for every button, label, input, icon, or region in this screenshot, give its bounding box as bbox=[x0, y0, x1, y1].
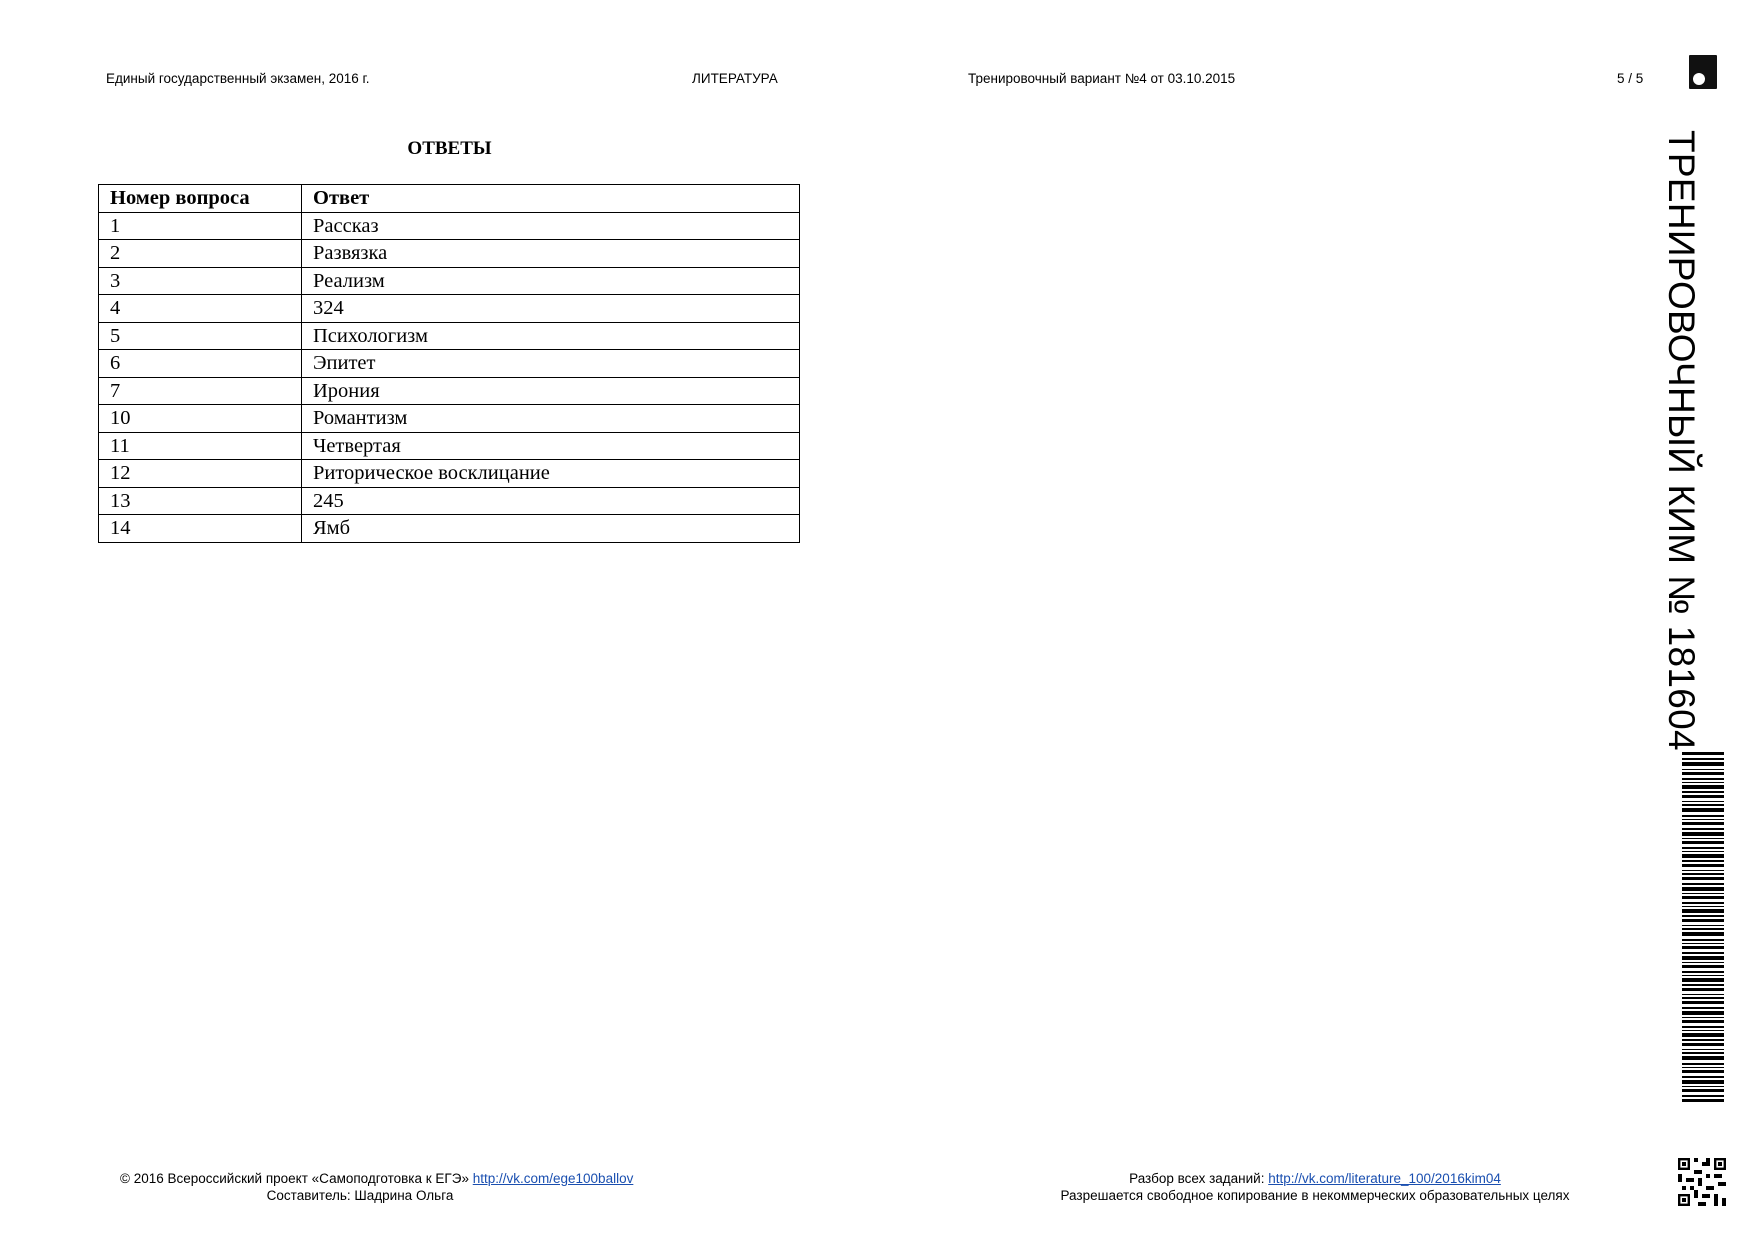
logo-icon bbox=[1689, 55, 1717, 89]
answer-cell: Романтизм bbox=[302, 405, 800, 433]
column-header-question: Номер вопроса bbox=[99, 185, 302, 213]
answer-cell: Ирония bbox=[302, 377, 800, 405]
table-row bbox=[99, 295, 800, 323]
column-header-answer: Ответ bbox=[302, 185, 800, 213]
answer-cell: Четвертая bbox=[302, 432, 800, 460]
header-variant: Тренировочный вариант №4 от 03.10.2015 bbox=[968, 71, 1236, 86]
header-exam: Единый государственный экзамен, 2016 г. bbox=[106, 71, 370, 86]
answers-table-body bbox=[99, 212, 800, 542]
question-number-cell: 12 bbox=[99, 460, 302, 488]
question-number-cell: 11 bbox=[99, 432, 302, 460]
table-row bbox=[99, 240, 800, 268]
table-row bbox=[99, 267, 800, 295]
table-row bbox=[99, 487, 800, 515]
question-number-cell: 3 bbox=[99, 267, 302, 295]
question-number-cell: 2 bbox=[99, 240, 302, 268]
footer-analysis-line bbox=[1000, 1170, 1630, 1187]
question-number-cell: 6 bbox=[99, 350, 302, 378]
question-number-cell: 7 bbox=[99, 377, 302, 405]
footer-left bbox=[120, 1170, 634, 1204]
footer-copyright: © 2016 Всероссийский проект «Самоподготовка к ЕГЭ» bbox=[120, 1171, 469, 1186]
answer-cell: Риторическое восклицание bbox=[302, 460, 800, 488]
answer-cell: Ямб bbox=[302, 515, 800, 543]
answer-cell: Развязка bbox=[302, 240, 800, 268]
table-row bbox=[99, 350, 800, 378]
question-number-cell: 1 bbox=[99, 212, 302, 240]
footer-link-analysis[interactable]: http://vk.com/literature_100/2016kim04 bbox=[1268, 1171, 1501, 1186]
table-row bbox=[99, 377, 800, 405]
side-kim-title: ТРЕНИРОВОЧНЫЙ КИМ № 181604 bbox=[1661, 130, 1702, 751]
table-row bbox=[99, 212, 800, 240]
table-row bbox=[99, 515, 800, 543]
question-number-cell: 14 bbox=[99, 515, 302, 543]
footer-link-project[interactable]: http://vk.com/ege100ballov bbox=[472, 1171, 634, 1186]
question-number-cell: 13 bbox=[99, 487, 302, 515]
table-row bbox=[99, 405, 800, 433]
answer-cell: Рассказ bbox=[302, 212, 800, 240]
footer-right bbox=[1000, 1170, 1630, 1204]
answers-table bbox=[98, 184, 800, 543]
answer-cell: 324 bbox=[302, 295, 800, 323]
header-subject: ЛИТЕРАТУРА bbox=[692, 71, 778, 86]
footer-analysis-label: Разбор всех заданий: bbox=[1129, 1171, 1265, 1186]
header-page-number: 5 / 5 bbox=[1617, 71, 1644, 86]
table-row bbox=[99, 432, 800, 460]
table-header-row bbox=[99, 185, 800, 213]
table-row bbox=[99, 460, 800, 488]
answer-cell: 245 bbox=[302, 487, 800, 515]
footer-copy-note: Разрешается свободное копирование в некоммерческих образовательных целях bbox=[1060, 1188, 1570, 1203]
footer-author: Составитель: Шадрина Ольга bbox=[266, 1188, 454, 1203]
table-row bbox=[99, 322, 800, 350]
footer-copyright-line bbox=[120, 1170, 634, 1187]
question-number-cell: 10 bbox=[99, 405, 302, 433]
qr-code-icon bbox=[1678, 1158, 1726, 1206]
barcode-icon bbox=[1682, 752, 1724, 1102]
answers-title: ОТВЕТЫ bbox=[407, 138, 492, 159]
answer-cell: Психологизм bbox=[302, 322, 800, 350]
answer-cell: Реализм bbox=[302, 267, 800, 295]
question-number-cell: 5 bbox=[99, 322, 302, 350]
answer-cell: Эпитет bbox=[302, 350, 800, 378]
question-number-cell: 4 bbox=[99, 295, 302, 323]
